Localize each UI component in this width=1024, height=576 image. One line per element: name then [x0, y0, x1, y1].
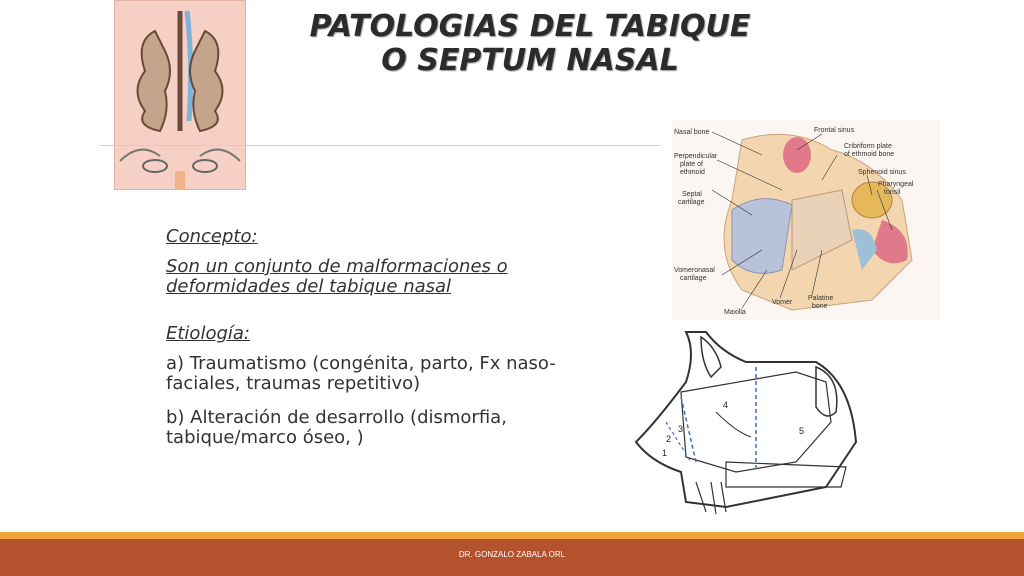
septum-areas-diagram [626, 322, 866, 522]
septum-anatomy-diagram [672, 120, 940, 320]
label-frontal-sinus: Frontal sinus [814, 127, 855, 134]
label-nasal-bone: Nasal bone [674, 129, 710, 136]
label-perpendicular: Perpendicular [674, 153, 718, 160]
label-vomer: Vomer [772, 299, 793, 306]
item-b-line-1: b) Alteración de desarrollo (dismorfia, [166, 407, 507, 428]
etiology-heading: Etiología: [166, 323, 250, 344]
area-label-5: 5 [799, 426, 805, 436]
footer-text: DR. GONZALO ZABALA ORL [458, 550, 566, 559]
label-ethmoid: ethmoid [680, 169, 705, 176]
item-a [166, 354, 606, 394]
title-divider [100, 145, 660, 146]
label-pharyngeal: Pharyngeal [878, 181, 914, 188]
concept-text [166, 257, 606, 297]
footer-accent-bar [0, 532, 1024, 539]
title-line-1: PATOLOGIAS DEL TABIQUE [309, 9, 751, 44]
area-label-4: 4 [723, 400, 729, 410]
item-b [166, 408, 606, 448]
label-palatine-bone: bone [812, 303, 828, 310]
title-line-2: O SEPTUM NASAL [381, 43, 679, 78]
slide-title [250, 10, 810, 78]
label-cribriform-1: Cribriform plate [844, 143, 892, 150]
area-label-1: 1 [662, 448, 668, 458]
label-sphenoid-sinus: Sphenoid sinus [858, 169, 906, 176]
label-maxilla: Maxilla [724, 309, 746, 316]
slide-body [166, 226, 606, 448]
area-label-3: 3 [678, 424, 684, 434]
label-cribriform-2: of ethmoid bone [844, 151, 895, 158]
label-vomeronasal: Vomeronasal [674, 267, 715, 274]
item-a-line-2: faciales, traumas repetitivo) [166, 373, 421, 394]
concept-line-2: deformidades del tabique nasal [166, 276, 452, 297]
area-label-2: 2 [666, 434, 672, 444]
nasal-cavity-illustration [114, 0, 246, 190]
item-b-line-2: tabique/marco óseo, ) [166, 427, 364, 448]
label-septal: Septal [682, 191, 702, 198]
concept-line-1: Son un conjunto de malformaciones o [166, 256, 508, 277]
label-plate-of: plate of [680, 161, 703, 168]
label-tonsil: tonsil [884, 189, 901, 196]
item-a-line-1: a) Traumatismo (congénita, parto, Fx naso- [166, 353, 556, 374]
label-cartilage: cartilage [678, 199, 705, 206]
label-palatine: Palatine [808, 295, 834, 302]
concept-heading: Concepto: [166, 226, 258, 247]
label-vomeronasal-cartilage: cartilage [680, 275, 707, 282]
